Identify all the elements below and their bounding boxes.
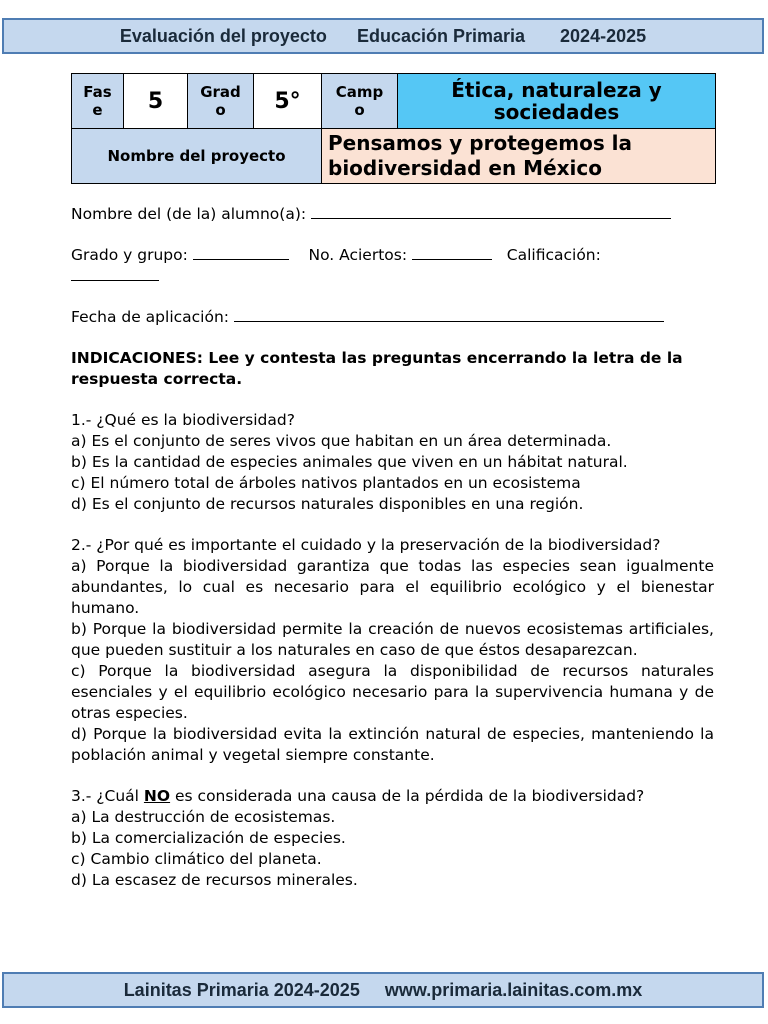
hits-blank[interactable] (412, 245, 492, 260)
group-label: Grado y grupo: (71, 246, 188, 264)
header-banner (2, 18, 764, 54)
option-a[interactable]: a) Es el conjunto de seres vivos que habitan en un área determinada. (71, 432, 612, 450)
option-a[interactable]: a) Porque la biodiversidad garantiza que todas las especies sean igualmente abundantes, lo cual es necesario para el equilibrio ecológico y el bienestar humano. (71, 557, 714, 617)
project-name-label: Nombre del proyecto (72, 129, 322, 184)
campo-value: Ética, naturaleza y sociedades (398, 74, 716, 129)
student-name-label: Nombre del (de la) alumno(a): (71, 205, 307, 223)
campo-label: Camp o (322, 74, 398, 129)
footer-url[interactable]: www.primaria.lainitas.com.mx (384, 979, 643, 1000)
grado-value: 5° (254, 74, 322, 129)
exam-content (71, 204, 714, 891)
question-prompt: 1.- ¿Qué es la biodiversidad? (71, 411, 295, 429)
info-table (71, 73, 716, 184)
option-d[interactable]: d) La escasez de recursos minerales. (71, 871, 358, 889)
date-row (71, 307, 714, 328)
header-level: Educación Primaria (356, 25, 526, 46)
option-c[interactable]: c) Porque la biodiversidad asegura la disponibilidad de recursos naturales esenciales y el equilibrio ecológico necesario para la supervivencia humana y de otras especies. (71, 662, 714, 722)
option-b[interactable]: b) Es la cantidad de especies animales que viven en un hábitat natural. (71, 453, 628, 471)
header-year: 2024-2025 (560, 25, 647, 46)
student-name-blank[interactable] (311, 204, 671, 219)
option-c[interactable]: c) El número total de árboles nativos plantados en un ecosistema (71, 474, 581, 492)
grado-label: Grad o (188, 74, 254, 129)
question-1 (71, 410, 714, 515)
student-name-row (71, 204, 714, 225)
question-2 (71, 535, 714, 766)
hits-label: No. Aciertos: (308, 246, 408, 264)
negation-emphasis: NO (143, 787, 171, 805)
question-prompt: 3.- ¿Cuál NO es considerada una causa de la pérdida de la biodiversidad? (71, 787, 645, 805)
group-row (71, 245, 714, 266)
option-b[interactable]: b) La comercialización de especies. (71, 829, 346, 847)
grade-label: Calificación: (506, 246, 601, 264)
option-d[interactable]: d) Porque la biodiversidad evita la extinción natural de especies, manteniendo la población animal y vegetal siempre constante. (71, 725, 714, 764)
option-a[interactable]: a) La destrucción de ecosistemas. (71, 808, 336, 826)
option-c[interactable]: c) Cambio climático del planeta. (71, 850, 322, 868)
grade-blank[interactable] (71, 266, 159, 281)
option-b[interactable]: b) Porque la biodiversidad permite la creación de nuevos ecosistemas artificiales, que pueden sustituir a los naturales en caso de que éstos desaparezcan. (71, 620, 714, 659)
instructions: INDICACIONES: Lee y contesta las preguntas encerrando la letra de la respuesta correcta. (71, 349, 683, 388)
question-prompt: 2.- ¿Por qué es importante el cuidado y la preservación de la biodiversidad? (71, 536, 661, 554)
question-3 (71, 786, 714, 891)
date-label: Fecha de aplicación: (71, 308, 230, 326)
fase-value: 5 (124, 74, 188, 129)
group-blank[interactable] (193, 245, 289, 260)
header-title: Evaluación del proyecto (119, 25, 327, 46)
date-blank[interactable] (234, 307, 664, 322)
option-d[interactable]: d) Es el conjunto de recursos naturales disponibles en una región. (71, 495, 584, 513)
footer-banner (2, 972, 764, 1008)
project-name-value: Pensamos y protegemos la biodiversidad en México (322, 129, 716, 184)
grade-row (71, 266, 714, 287)
footer-brand: Lainitas Primaria 2024-2025 (123, 979, 360, 1000)
fase-label: Fas e (72, 74, 124, 129)
